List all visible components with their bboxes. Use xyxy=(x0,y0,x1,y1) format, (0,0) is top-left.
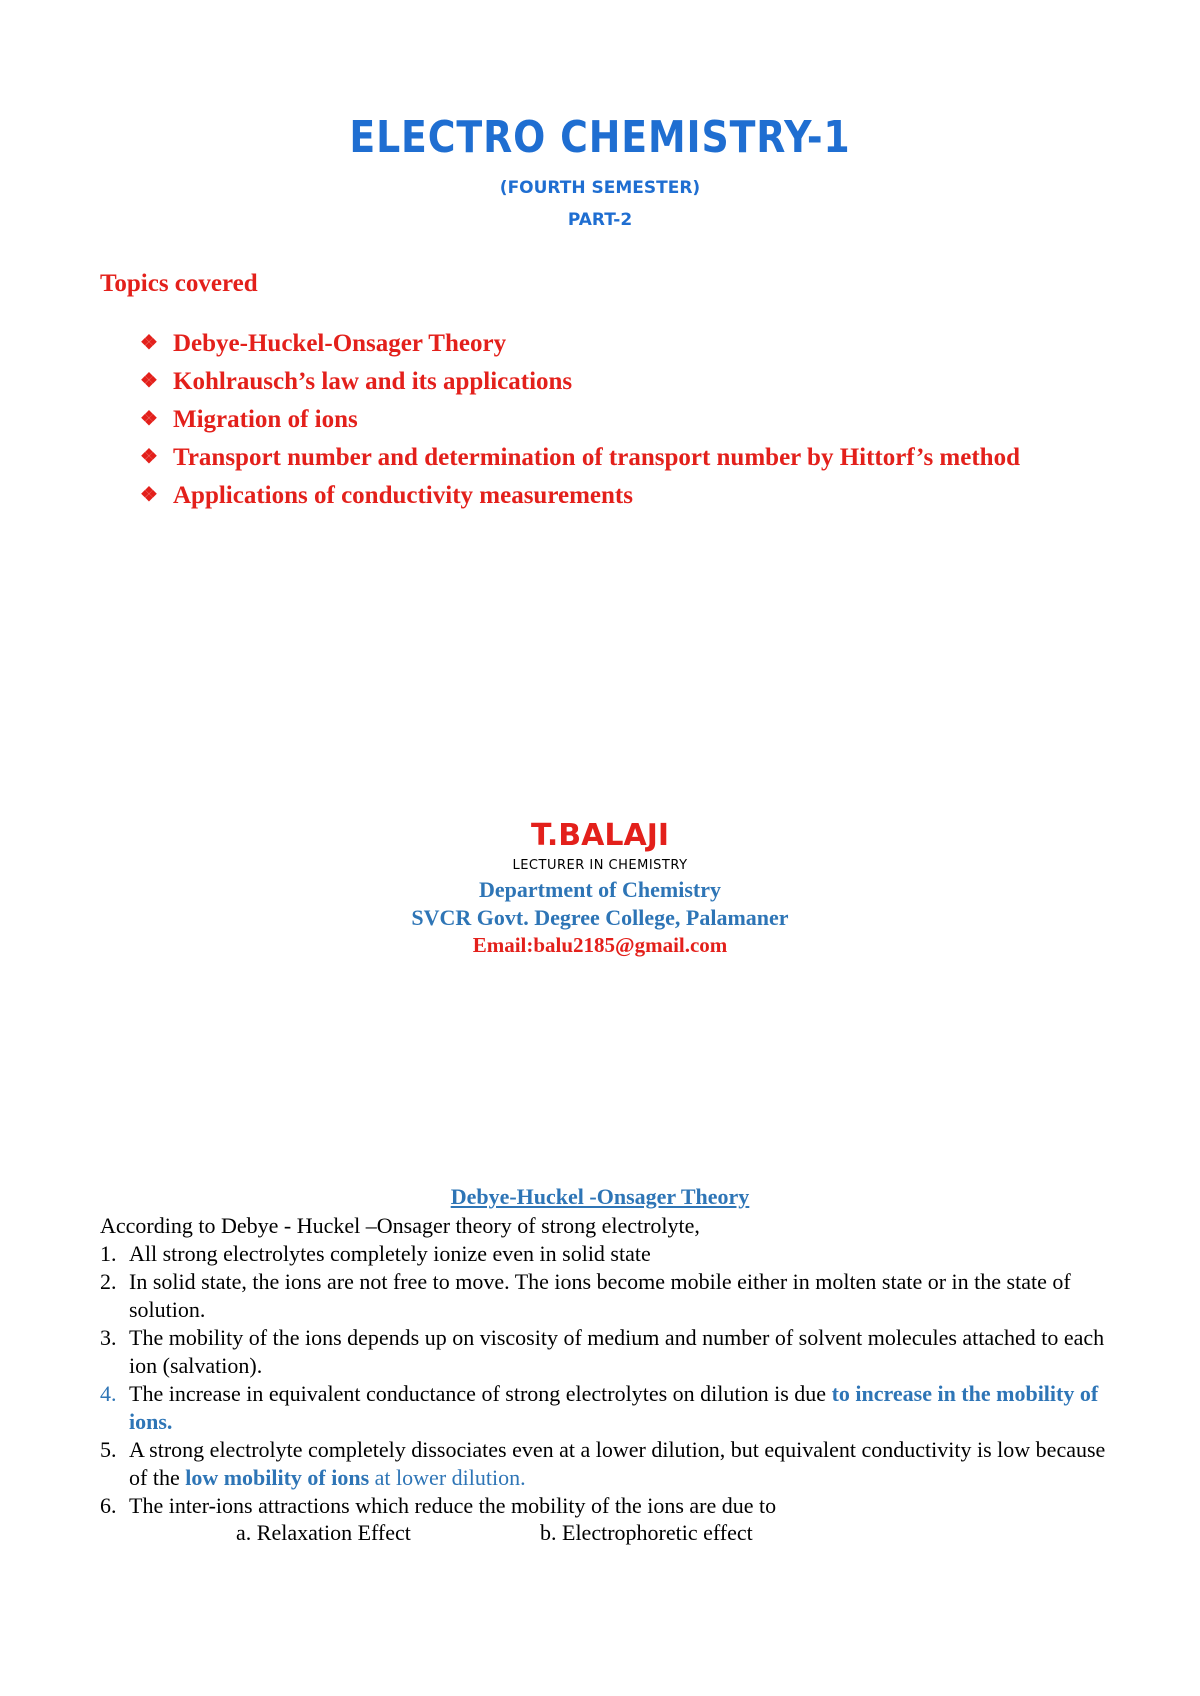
diamond-star-icon: ❖ xyxy=(140,332,158,354)
section-intro: According to Debye - Huckel –Onsager theory of strong electrolyte, xyxy=(100,1213,700,1238)
diamond-star-icon: ❖ xyxy=(140,446,158,468)
author-department: Department of Chemistry xyxy=(479,877,721,902)
highlight-tail: at lower dilution. xyxy=(369,1465,526,1490)
topic-item: ❖ Kohlrausch’s law and its applications xyxy=(140,364,1100,399)
topics-list xyxy=(140,326,1100,516)
topic-item: ❖ Debye-Huckel-Onsager Theory xyxy=(140,326,1100,361)
diamond-star-icon: ❖ xyxy=(140,370,158,392)
theory-point: 3. The mobility of the ions depends up on viscosity of medium and number of solvent molecules attached to each ion (salvation). xyxy=(100,1325,1105,1378)
theory-point: 6. The inter-ions attractions which reduce the mobility of the ions are due to xyxy=(100,1493,777,1518)
topic-item: ❖ Applications of conductivity measurements xyxy=(140,478,1100,513)
electrophoretic-effect: b. Electrophoretic effect xyxy=(540,1520,753,1545)
topics-heading: Topics covered xyxy=(100,270,258,297)
theory-point: 2. In solid state, the ions are not free to move. The ions become mobile either in molten state or in the state of solution. xyxy=(100,1269,1071,1322)
document-title: ELECTRO CHEMISTRY-1 xyxy=(349,112,851,163)
relaxation-effect: a. Relaxation Effect xyxy=(236,1520,411,1545)
author-email: Email:balu2185@gmail.com xyxy=(472,933,728,957)
theory-point: 1. All strong electrolytes completely ionize even in solid state xyxy=(100,1241,651,1266)
highlight-text: to increase in the mobility of ions. xyxy=(129,1381,1099,1434)
topic-item: ❖ Migration of ions xyxy=(140,402,1100,437)
theory-point: 4. The increase in equivalent conductance of strong electrolytes on dilution is due to increase in the mobility of ions. xyxy=(100,1381,1099,1434)
document-part: PART-2 xyxy=(567,210,633,230)
theory-point: 5. A strong electrolyte completely dissociates even at a lower dilution, but equivalent conductivity is low because of the low mobility of ions at lower dilution. xyxy=(100,1437,1106,1490)
diamond-star-icon: ❖ xyxy=(140,484,158,506)
author-role: LECTURER IN CHEMISTRY xyxy=(512,858,688,873)
section-title: Debye-Huckel -Onsager Theory xyxy=(450,1184,750,1209)
document-subtitle: (FOURTH SEMESTER) xyxy=(499,178,701,198)
author-college: SVCR Govt. Degree College, Palamaner xyxy=(411,905,789,930)
highlight-text: low mobility of ions xyxy=(185,1465,370,1490)
author-name: T.BALAJI xyxy=(530,818,670,853)
theory-points xyxy=(100,1240,1110,1520)
topic-item: ❖ Transport number and determination of transport number by Hittorf’s method xyxy=(140,440,1100,475)
diamond-star-icon: ❖ xyxy=(140,408,158,430)
